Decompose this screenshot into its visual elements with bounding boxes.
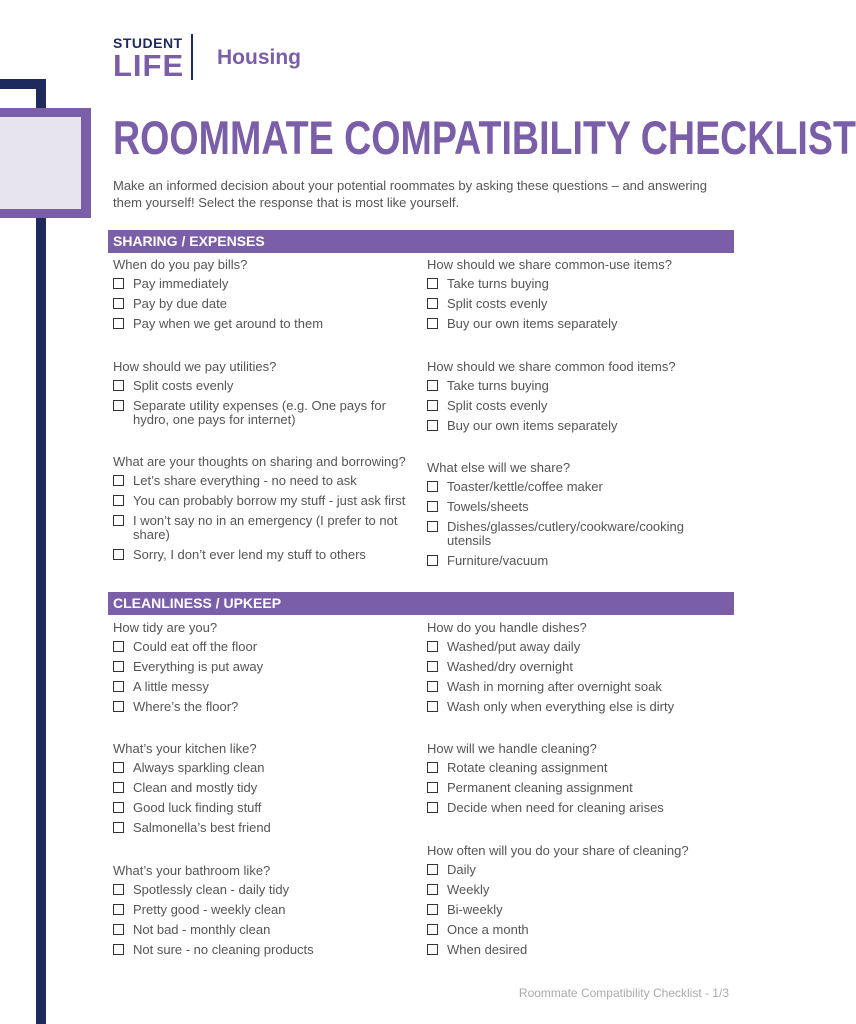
- question-handle-cleaning: [427, 741, 727, 821]
- option: [427, 863, 727, 877]
- checkbox[interactable]: [113, 318, 124, 329]
- option-label: Split costs evenly: [133, 378, 234, 393]
- option: [427, 480, 727, 494]
- checkbox[interactable]: [427, 701, 438, 712]
- option-label: Always sparkling clean: [133, 760, 265, 775]
- option-label: Washed/dry overnight: [447, 659, 573, 674]
- checkbox[interactable]: [113, 380, 124, 391]
- option: [427, 923, 727, 937]
- option: [113, 494, 413, 508]
- question-text: How will we handle cleaning?: [427, 741, 597, 756]
- option: [427, 379, 727, 393]
- option-label: Not sure - no cleaning products: [133, 942, 314, 957]
- question-text: What’s your kitchen like?: [113, 741, 257, 756]
- checkbox[interactable]: [427, 641, 438, 652]
- checkbox[interactable]: [427, 864, 438, 875]
- option: [427, 640, 727, 654]
- option: [427, 277, 727, 291]
- checkbox[interactable]: [113, 904, 124, 915]
- option-label: Take turns buying: [447, 378, 549, 393]
- question-common-use-items: [427, 257, 727, 337]
- option: [113, 277, 413, 291]
- option-label: You can probably borrow my stuff - just ask first: [133, 493, 406, 508]
- section-header-cleanliness-upkeep: CLEANLINESS / UPKEEP: [108, 592, 734, 615]
- checkbox[interactable]: [427, 944, 438, 955]
- option-label: Decide when need for cleaning arises: [447, 800, 664, 815]
- option: [113, 781, 413, 795]
- logo-divider: [191, 34, 193, 80]
- checkbox[interactable]: [427, 904, 438, 915]
- question-what-else-share: [427, 460, 727, 574]
- question-sharing-borrowing: [113, 454, 413, 568]
- checkbox[interactable]: [427, 318, 438, 329]
- option: [427, 700, 727, 714]
- checkbox[interactable]: [427, 924, 438, 935]
- decorative-horizontal-line: [0, 79, 46, 89]
- option-label: Split costs evenly: [447, 296, 548, 311]
- option-label: Where’s the floor?: [133, 699, 239, 714]
- question-text: What else will we share?: [427, 460, 571, 475]
- logo-line-life: LIFE: [113, 48, 185, 83]
- option: [427, 761, 727, 775]
- checkbox[interactable]: [113, 924, 124, 935]
- option-label: Salmonella’s best friend: [133, 820, 271, 835]
- option: [427, 297, 727, 311]
- checkbox[interactable]: [427, 884, 438, 895]
- option: [427, 520, 717, 548]
- option-label: Washed/put away daily: [447, 639, 581, 654]
- student-life-logo: [113, 35, 185, 83]
- checkbox[interactable]: [427, 802, 438, 813]
- option: [427, 883, 727, 897]
- option-label: Daily: [447, 862, 476, 877]
- option-label: A little messy: [133, 679, 209, 694]
- option: [427, 680, 727, 694]
- option: [113, 379, 413, 393]
- option-label: Wash only when everything else is dirty: [447, 699, 675, 714]
- option-label: Rotate cleaning assignment: [447, 760, 608, 775]
- option-label: Everything is put away: [133, 659, 264, 674]
- checkbox[interactable]: [427, 400, 438, 411]
- checkbox[interactable]: [113, 762, 124, 773]
- option: [427, 801, 727, 815]
- checkbox[interactable]: [427, 661, 438, 672]
- option: [113, 680, 413, 694]
- option: [427, 781, 727, 795]
- option: [113, 399, 393, 427]
- option-label: Sorry, I don’t ever lend my stuff to others: [133, 547, 366, 562]
- option-label: Take turns buying: [447, 276, 549, 291]
- decorative-frame-inner: [0, 117, 81, 209]
- option-label: Let’s share everything - no need to ask: [133, 473, 357, 488]
- question-text: How should we share common food items?: [427, 359, 676, 374]
- question-text: How should we pay utilities?: [113, 359, 277, 374]
- checkbox[interactable]: [113, 822, 124, 833]
- checkbox[interactable]: [427, 278, 438, 289]
- checkbox[interactable]: [113, 802, 124, 813]
- option: [113, 943, 413, 957]
- checkbox[interactable]: [113, 661, 124, 672]
- option-label: Clean and mostly tidy: [133, 780, 258, 795]
- page-title: ROOMMATE COMPATIBILITY CHECKLIST: [113, 111, 856, 164]
- option-label: Buy our own items separately: [447, 418, 618, 433]
- question-text: How should we share common-use items?: [427, 257, 672, 272]
- option: [113, 548, 413, 562]
- option: [113, 923, 413, 937]
- option-label: Spotlessly clean - daily tidy: [133, 882, 290, 897]
- option-label: Split costs evenly: [447, 398, 548, 413]
- checkbox[interactable]: [427, 420, 438, 431]
- option: [113, 700, 413, 714]
- question-handle-dishes: [427, 620, 727, 720]
- option-label: Separate utility expenses (e.g. One pays for hydro, one pays for internet): [133, 398, 386, 427]
- option: [427, 500, 727, 514]
- question-text: How tidy are you?: [113, 620, 218, 635]
- option: [427, 903, 727, 917]
- option: [427, 660, 727, 674]
- question-kitchen: [113, 741, 413, 841]
- option-label: Pretty good - weekly clean: [133, 902, 286, 917]
- option-label: Pay when we get around to them: [133, 316, 324, 331]
- option-label: Permanent cleaning assignment: [447, 780, 633, 795]
- option: [113, 297, 413, 311]
- question-text: How do you handle dishes?: [427, 620, 587, 635]
- checkbox[interactable]: [113, 400, 124, 411]
- checkbox[interactable]: [427, 380, 438, 391]
- option: [427, 399, 727, 413]
- option-label: I won’t say no in an emergency (I prefer to not share): [133, 513, 398, 542]
- option: [113, 801, 413, 815]
- checkbox[interactable]: [427, 555, 438, 566]
- option-label: Towels/sheets: [447, 499, 529, 514]
- option: [113, 317, 413, 331]
- page-footer: Roommate Compatibility Checklist - 1/3: [518, 986, 729, 1000]
- option-label: Toaster/kettle/coffee maker: [447, 479, 603, 494]
- checkbox[interactable]: [427, 782, 438, 793]
- option-label: Bi-weekly: [447, 902, 503, 917]
- logo-line-student: STUDENT: [113, 35, 183, 51]
- checkbox[interactable]: [113, 884, 124, 895]
- option: [113, 474, 413, 488]
- question-common-food-items: [427, 359, 727, 439]
- checkbox[interactable]: [427, 762, 438, 773]
- option: [427, 419, 727, 433]
- logo-unit-housing: Housing: [217, 46, 301, 69]
- option-label: Buy our own items separately: [447, 316, 618, 331]
- checkbox[interactable]: [113, 515, 124, 526]
- question-pay-bills: [113, 257, 413, 337]
- question-pay-utilities: [113, 359, 413, 433]
- question-text: When do you pay bills?: [113, 257, 248, 272]
- checkbox[interactable]: [113, 681, 124, 692]
- decorative-vertical-line: [36, 79, 46, 1024]
- option-label: Wash in morning after overnight soak: [447, 679, 662, 694]
- option: [427, 943, 727, 957]
- checkbox[interactable]: [113, 641, 124, 652]
- intro-paragraph: Make an informed decision about your potential roommates by asking these questions – and answering them yourself! Select the response that is most like yourself.: [113, 178, 708, 210]
- checkbox[interactable]: [427, 501, 438, 512]
- question-text: What are your thoughts on sharing and borrowing?: [113, 454, 406, 469]
- question-bathroom: [113, 863, 413, 963]
- checkbox[interactable]: [113, 278, 124, 289]
- option-label: Pay by due date: [133, 296, 227, 311]
- checkbox[interactable]: [427, 521, 438, 532]
- question-text: How often will you do your share of cleaning?: [427, 843, 689, 858]
- option-label: Furniture/vacuum: [447, 553, 549, 568]
- checkbox[interactable]: [113, 782, 124, 793]
- question-how-tidy: [113, 620, 413, 720]
- option: [113, 821, 413, 835]
- option: [427, 554, 727, 568]
- checkbox[interactable]: [113, 701, 124, 712]
- option: [113, 903, 413, 917]
- option-label: Once a month: [447, 922, 529, 937]
- option-label: Dishes/glasses/cutlery/cookware/cooking utensils: [447, 519, 684, 548]
- checkbox[interactable]: [427, 298, 438, 309]
- checkbox[interactable]: [113, 475, 124, 486]
- checkbox[interactable]: [113, 495, 124, 506]
- checkbox[interactable]: [113, 944, 124, 955]
- checkbox[interactable]: [427, 681, 438, 692]
- option-label: Could eat off the floor: [133, 639, 258, 654]
- option: [113, 883, 413, 897]
- checkbox[interactable]: [113, 549, 124, 560]
- option: [113, 514, 408, 542]
- option: [113, 761, 413, 775]
- option: [113, 660, 413, 674]
- question-text: What’s your bathroom like?: [113, 863, 271, 878]
- option-label: Not bad - monthly clean: [133, 922, 271, 937]
- option-label: Good luck finding stuff: [133, 800, 262, 815]
- option-label: Weekly: [447, 882, 490, 897]
- option-label: When desired: [447, 942, 528, 957]
- option: [427, 317, 727, 331]
- section-header-sharing-expenses: SHARING / EXPENSES: [108, 230, 734, 253]
- checkbox[interactable]: [427, 481, 438, 492]
- checkbox[interactable]: [113, 298, 124, 309]
- question-cleaning-frequency: [427, 843, 727, 963]
- option-label: Pay immediately: [133, 276, 229, 291]
- option: [113, 640, 413, 654]
